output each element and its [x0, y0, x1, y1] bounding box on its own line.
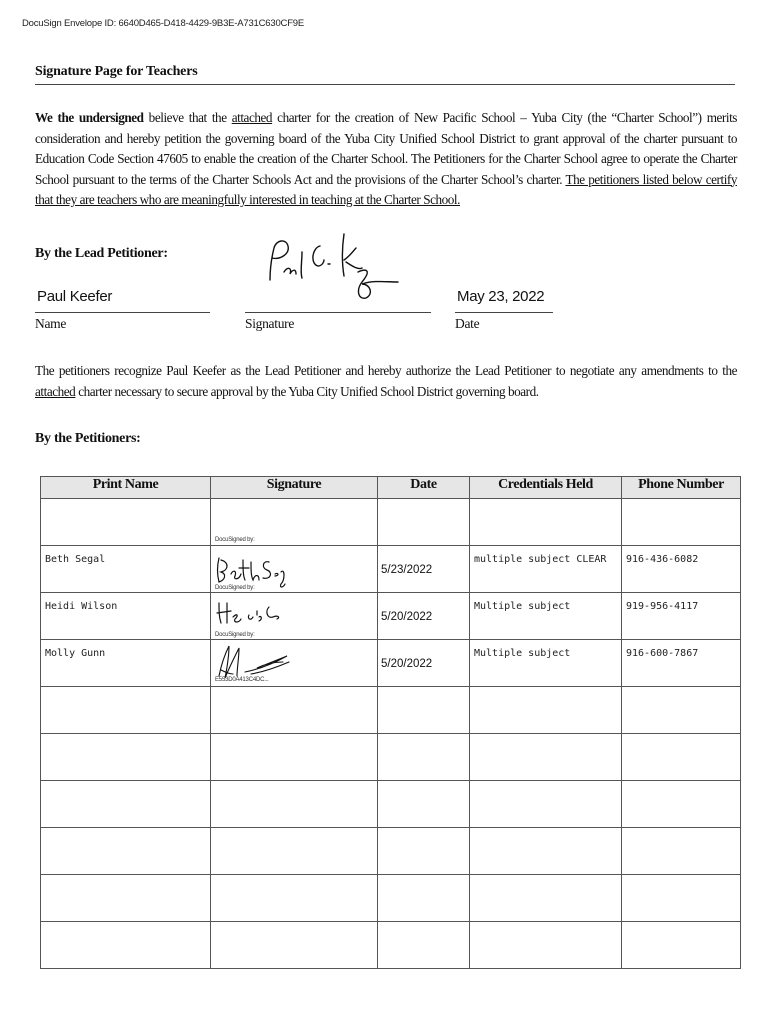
cell-date [378, 499, 470, 546]
cell-date [378, 734, 470, 781]
cell-date [378, 828, 470, 875]
table-row [41, 546, 741, 593]
table-header-row [41, 477, 741, 499]
docusign-envelope-id: DocuSign Envelope ID: 6640D465-D418-4429-9B3E-A731C630CF9E [22, 18, 305, 29]
table-row [41, 687, 741, 734]
cell-name [41, 922, 211, 969]
table-row [41, 499, 741, 546]
intro-bold-lead: We the undersigned [35, 110, 144, 125]
docusign-tag: DocuSigned by: [215, 537, 255, 543]
cell-credentials [470, 828, 622, 875]
cell-phone [622, 687, 741, 734]
cell-signature [211, 922, 378, 969]
cell-phone [622, 875, 741, 922]
cell-credentials [470, 687, 622, 734]
docusign-tag: DocuSigned by: [215, 632, 255, 638]
intro-underlined-attached: attached [231, 110, 273, 125]
cell-credentials [470, 499, 622, 546]
col-header-date: Date [378, 477, 470, 499]
cell-date: 5/23/2022 [378, 546, 470, 593]
table-row [41, 734, 741, 781]
table-row [41, 875, 741, 922]
intro-text-1: believe that the [143, 110, 232, 125]
cell-name [41, 828, 211, 875]
cell-credentials: Multiple subject [470, 593, 622, 640]
cell-signature [211, 593, 378, 640]
cell-phone [622, 781, 741, 828]
lead-signature [262, 228, 402, 313]
cell-name: Molly Gunn [41, 640, 211, 687]
table-row [41, 828, 741, 875]
cell-signature [211, 687, 378, 734]
cell-date: 5/20/2022 [378, 640, 470, 687]
table-row [41, 922, 741, 969]
cell-name: Beth Segal [41, 546, 211, 593]
col-header-signature: Signature [211, 477, 378, 499]
cell-date [378, 922, 470, 969]
cell-signature [211, 875, 378, 922]
cell-name [41, 875, 211, 922]
cell-signature [211, 734, 378, 781]
table-row [41, 593, 741, 640]
docusign-tag: E553D0A413C4DC... [215, 677, 269, 683]
authorization-paragraph [35, 361, 737, 402]
cell-credentials: multiple subject CLEAR [470, 546, 622, 593]
cell-phone [622, 734, 741, 781]
lead-signature-caption: Signature [245, 316, 295, 331]
intro-text-2: charter for the creation of New Pacific School – Yuba City (the “Charter School”) merits consideration and hereby petition the governing board of the Yuba City Unified School District to grant approval of the charter pursuant to Education Code Section 47605 to enable the creation of the Charter School. The Petitioners for the Charter School agree to operate the Charter School pursuant to the terms of the Charter Schools Act and the provisions of the Charter School’s charter. [35, 110, 737, 187]
lead-name-caption: Name [35, 316, 67, 331]
cell-credentials [470, 922, 622, 969]
cell-date [378, 781, 470, 828]
cell-name [41, 734, 211, 781]
cell-date [378, 875, 470, 922]
cell-phone [622, 828, 741, 875]
lead-date-line [455, 312, 553, 313]
cell-name: Heidi Wilson [41, 593, 211, 640]
cell-phone: 919-956-4117 [622, 593, 741, 640]
cell-signature [211, 546, 378, 593]
petitioners-heading: By the Petitioners: [35, 431, 141, 446]
auth-text-2: charter necessary to secure approval by the Yuba City Unified School District governing board. [75, 383, 539, 399]
table-row [41, 781, 741, 828]
lead-petitioner-heading: By the Lead Petitioner: [35, 246, 168, 261]
petitioners-table [40, 476, 741, 969]
cell-phone: 916-600-7867 [622, 640, 741, 687]
lead-date-caption: Date [455, 316, 480, 331]
cell-name [41, 781, 211, 828]
cell-phone [622, 922, 741, 969]
lead-date-value: May 23, 2022 [457, 288, 545, 305]
lead-name-line [35, 312, 210, 313]
cell-credentials [470, 781, 622, 828]
intro-paragraph [35, 108, 737, 211]
auth-text-1: The petitioners recognize Paul Keefer as the Lead Petitioner and hereby authorize the Lead Petitioner to negotiate any amendments to the [35, 363, 737, 378]
cell-signature [211, 781, 378, 828]
intro-certification: The petitioners listed below certify that they are teachers who are meaningfully interested in teaching at the Charter School. [35, 171, 737, 207]
cell-name [41, 499, 211, 546]
cell-signature [211, 499, 378, 546]
cell-credentials: Multiple subject [470, 640, 622, 687]
col-header-credentials: Credentials Held [470, 477, 622, 499]
cell-date: 5/20/2022 [378, 593, 470, 640]
lead-name-value: Paul Keefer [37, 288, 113, 305]
cell-phone [622, 499, 741, 546]
lead-signature-line [245, 312, 431, 313]
table-row [41, 640, 741, 687]
cell-credentials [470, 734, 622, 781]
cell-phone: 916-436-6082 [622, 546, 741, 593]
cell-date [378, 687, 470, 734]
page-title: Signature Page for Teachers [35, 64, 735, 85]
col-header-phone: Phone Number [622, 477, 741, 499]
cell-name [41, 687, 211, 734]
cell-credentials [470, 875, 622, 922]
auth-underlined-attached: attached [35, 383, 76, 399]
cell-signature [211, 828, 378, 875]
docusign-tag: DocuSigned by: [215, 585, 255, 591]
col-header-print-name: Print Name [41, 477, 211, 499]
cell-signature [211, 640, 378, 687]
